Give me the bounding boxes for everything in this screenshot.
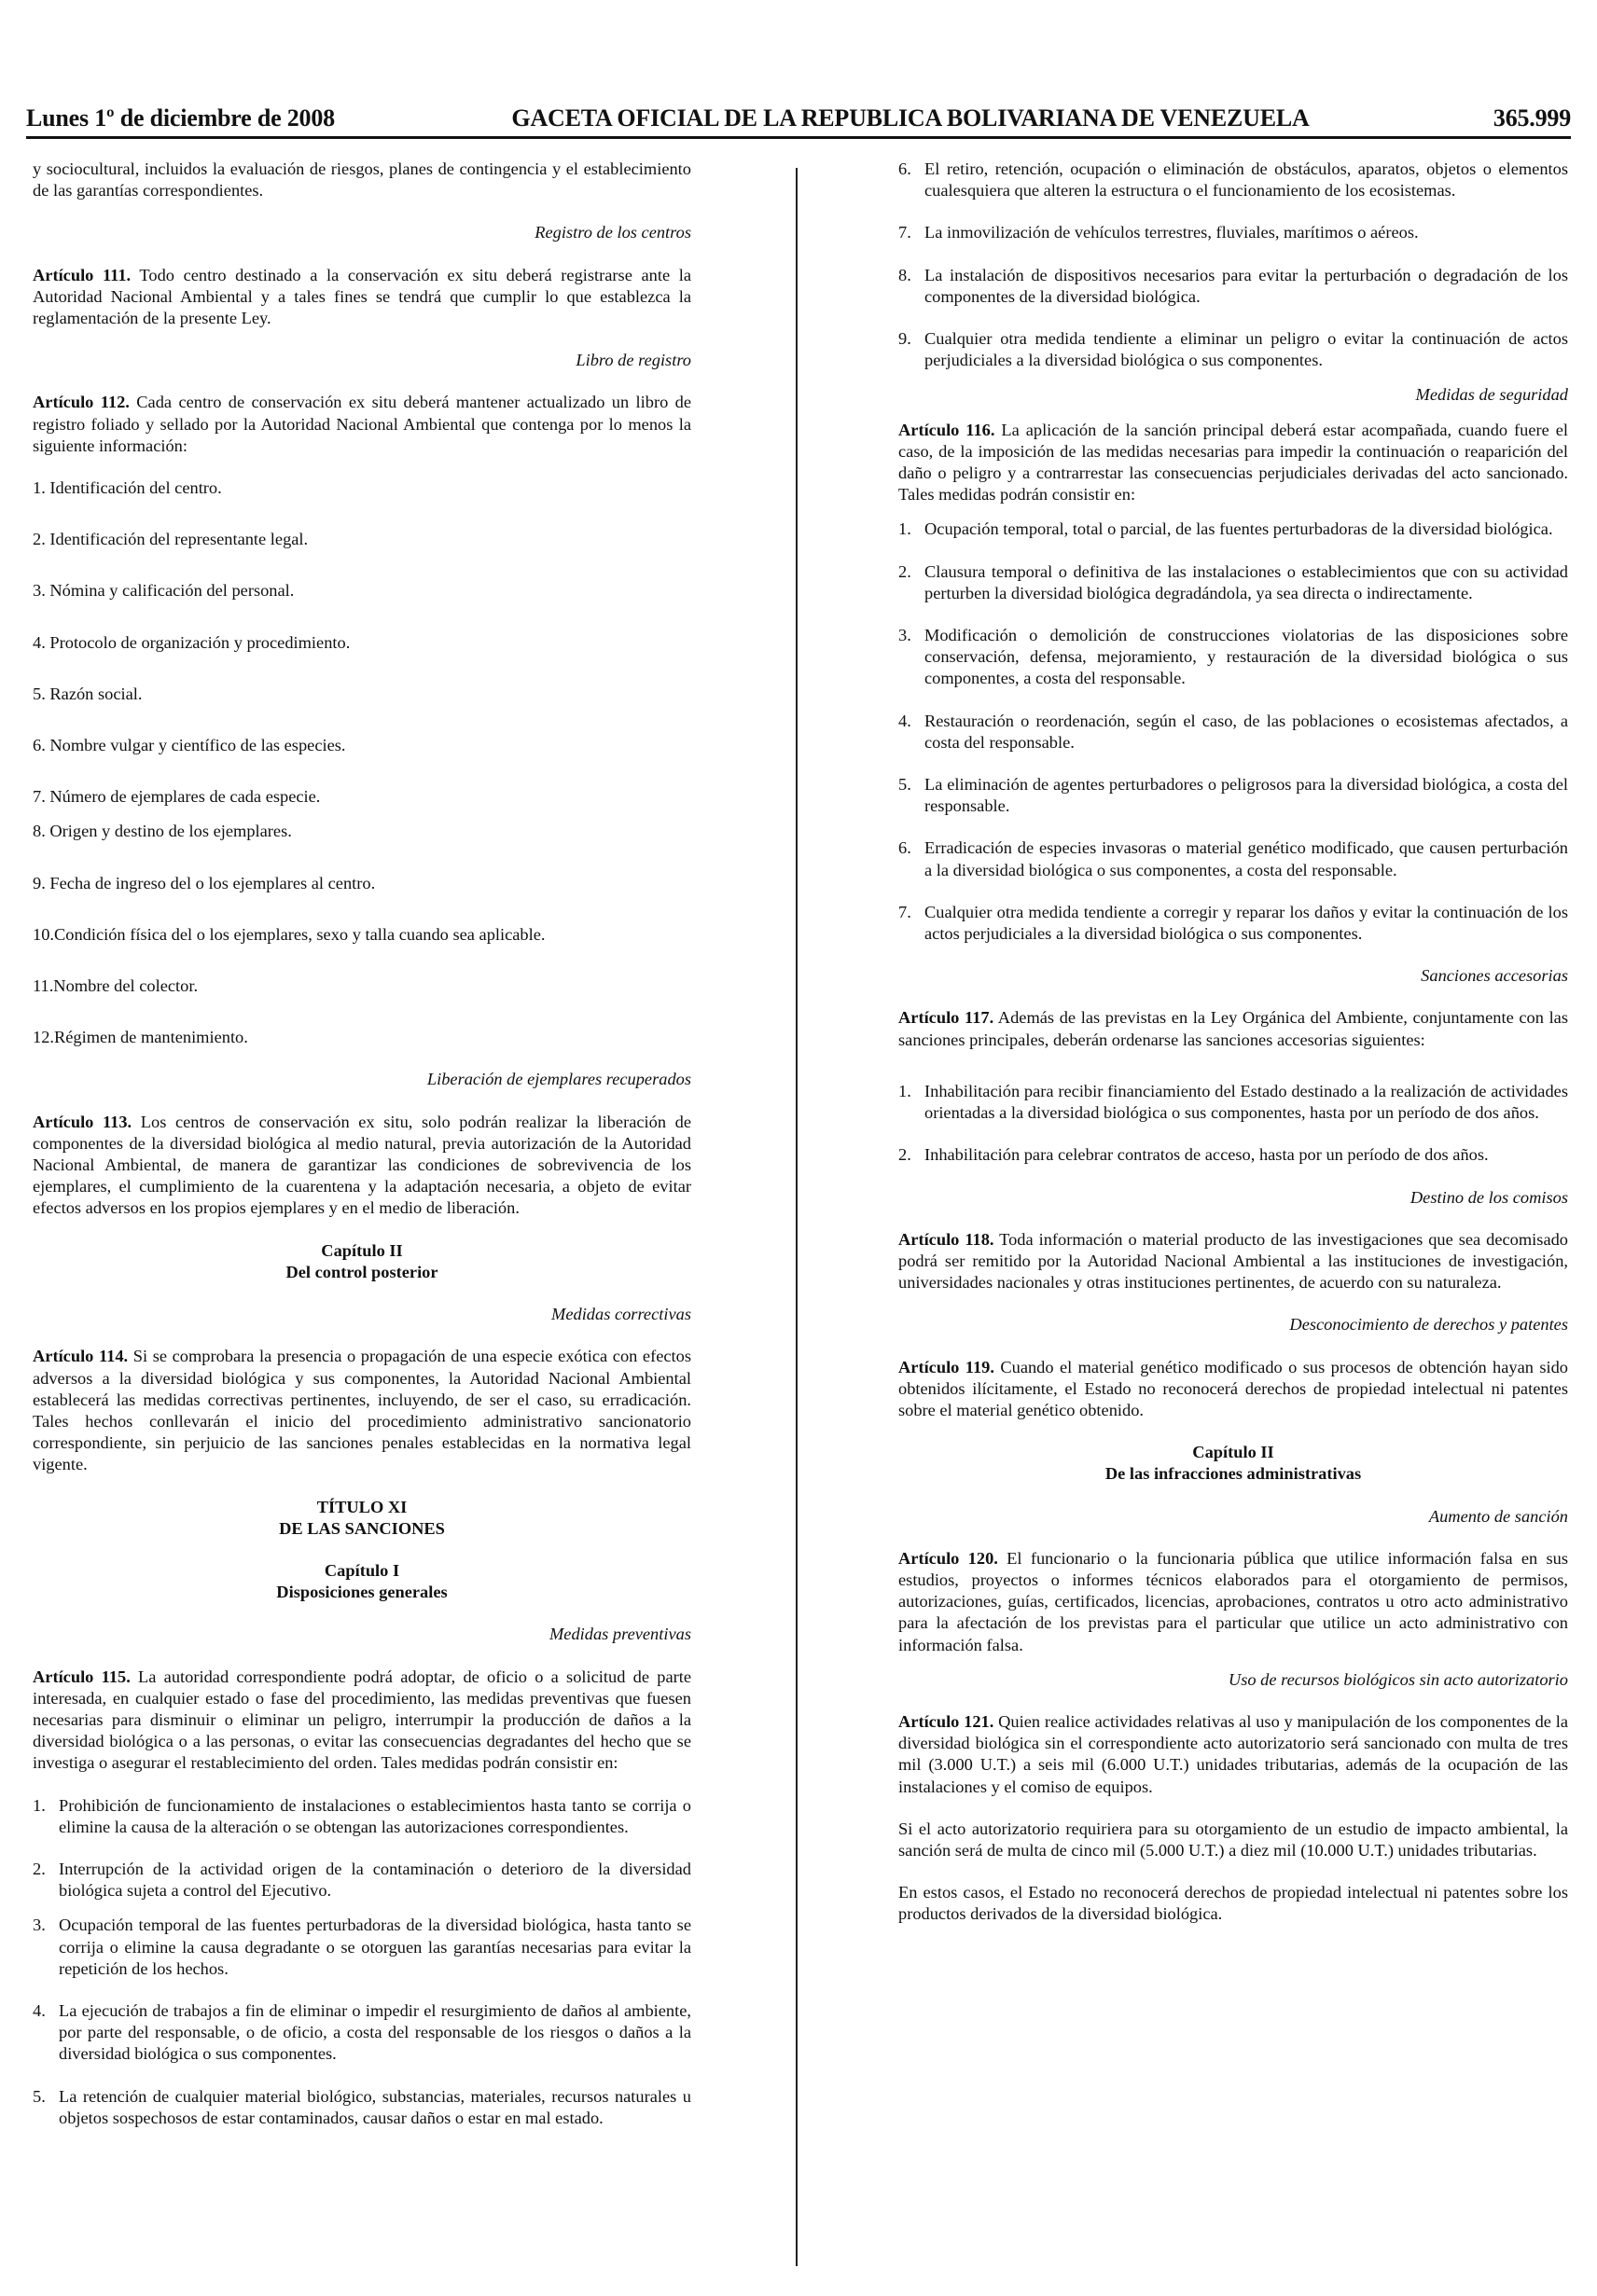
- list-item: 5. La eliminación de agentes perturbadores o peligrosos para la diversidad biológica, a costa del responsable.: [898, 775, 1568, 816]
- article-121-text: Quien realice actividades relativas al uso y manipulación de los componentes de la diversidad biológica sin el correspondiente acto autorizatorio será sancionado con multa de tres mil (3.000 U.T.) a seis mil (6.000 U.T.) unidades tributarias, además de la ocupación de las instalaciones y el comiso de equipos.: [898, 1711, 1569, 1796]
- article-112-text: Cada centro de conservación ex situ deberá mantener actualizado un libro de registro foliado y sellado por la Autoridad Nacional Ambiental que contenga por lo menos la siguiente información:: [33, 393, 692, 455]
- article-117: [898, 1007, 1568, 1050]
- article-111-title: Artículo 111.: [33, 265, 132, 284]
- article-119-text: Cuando el material genético modificado o sus procesos de obtención hayan sido obtenidos ilícitamente, el Estado no reconocerá derechos de propiedad intelectual ni patentes sobre el material genético obtenido.: [898, 1357, 1569, 1419]
- article-116-text: La aplicación de la sanción principal deberá estar acompañada, cuando fuere el caso, de la imposición de las medidas necesarias para impedir la continuación o reaparición del daño o peligro y a contrarrestar las consecuencias perjudiciales derivadas del acto sancionado. Tales medidas podrán consistir en:: [898, 420, 1569, 505]
- article-116: [898, 420, 1568, 506]
- article-111-text: Todo centro destinado a la conservación ex situ deberá registrarse ante la Autoridad Nacional Ambiental y a tales fines se tendrá que cumplir lo que establezca la reglamentación de la presente Ley.: [33, 265, 691, 328]
- article-118-title: Artículo 118.: [898, 1229, 994, 1249]
- article-117-list: [898, 1081, 1568, 1167]
- subheading-uso: Uso de recursos biológicos sin acto autorizatorio: [1228, 1669, 1568, 1689]
- article-115-list: [33, 1795, 691, 2129]
- subheading-correctivas: Medidas correctivas: [551, 1305, 691, 1324]
- subheading-seguridad: Medidas de seguridad: [1415, 385, 1568, 405]
- chapter-ii-title: Capítulo II: [321, 1240, 403, 1260]
- list-item: 1. Inhabilitación para recibir financiamiento del Estado destinado a la realización de actividades orientadas a la diversidad biológica o sus componentes, hasta por un período de dos años.: [898, 1081, 1568, 1123]
- list-item: 7. Número de ejemplares de cada especie.: [33, 787, 321, 807]
- subheading-liberacion: Liberación de ejemplares recuperados: [426, 1070, 691, 1089]
- chapter-ii-subtitle: Del control posterior: [285, 1262, 438, 1281]
- article-115-text: La autoridad correspondiente podrá adoptar, de oficio o a solicitud de parte interesada, en cualquier estado o fase del procedimiento, las medidas preventivas que fuesen necesarias para disminuir o eliminar un peligro, interrumpir la producción de daños a la diversidad biológica o a las personas, o evitar las consecuencias degradantes del hecho que se investiga o asegurar el restablecimiento del orden. Tales medidas podrán consistir en:: [33, 1667, 691, 1773]
- chapter-ii-title: Capítulo II: [1192, 1443, 1274, 1462]
- article-121-paragraph-2: Si el acto autorizatorio requiriera para su otorgamiento de un estudio de impacto ambiental, la sanción será de multa de cinco mil (5.000 U.T.) a diez mil (10.000 U.T.) unidades tributarias.: [898, 1819, 1568, 1860]
- header-rule: [26, 136, 1571, 139]
- chapter-ii-subtitle: De las infracciones administrativas: [1104, 1464, 1362, 1484]
- list-item: 4. La ejecución de trabajos a fin de eliminar o impedir el resurgimiento de daños al ambiente, por parte del responsable, o de oficio, a costa del responsable de los riesgos o daños a la diversidad biológica o sus componentes.: [33, 2000, 691, 2064]
- article-119-title: Artículo 119.: [898, 1357, 994, 1376]
- article-112: [33, 392, 691, 457]
- article-114: [33, 1346, 691, 1475]
- list-item: 7. Cualquier otra medida tendiente a corregir y reparar los daños y evitar la continuación de los actos perjudiciales a la diversidad biológica o sus componentes.: [898, 902, 1568, 944]
- list-item: 9. Cualquier otra medida tendiente a eliminar un peligro o evitar la continuación de actos perjudiciales a la diversidad biológica o sus componentes.: [898, 329, 1568, 370]
- subheading-desconocimiento: Desconocimiento de derechos y patentes: [1289, 1315, 1568, 1335]
- list-item: 5. La retención de cualquier material biológico, substancias, materiales, recursos naturales u objetos sospechosos de estar contaminados, causar daños o estar en mal estado.: [33, 2086, 691, 2127]
- article-114-text: Si se comprobara la presencia o propagación de una especie exótica con efectos adversos a la diversidad biológica y sus componentes, la Autoridad Nacional Ambiental establecerá las medidas correctivas pertinentes, incluyendo, de ser el caso, su erradicación. Tales hechos conllevarán el inicio del procedimiento administrativo sancionatorio correspondiente, sin perjuicio de las sanciones penales establecidas en la normativa legal vigente.: [33, 1347, 692, 1474]
- list-item: 3. Nómina y calificación del personal.: [33, 581, 295, 601]
- article-113-title: Artículo 113.: [33, 1112, 132, 1131]
- list-item: 4. Protocolo de organización y procedimiento.: [33, 632, 351, 652]
- title-xi: TÍTULO XI: [316, 1497, 408, 1516]
- title-xi-subtitle: DE LAS SANCIONES: [279, 1518, 445, 1538]
- article-112-list: [33, 477, 691, 1048]
- list-item: 8. La instalación de dispositivos necesarios para evitar la perturbación o degradación de los componentes de la diversidad biológica.: [898, 265, 1568, 306]
- article-120: [898, 1548, 1568, 1656]
- list-item: 2. Interrupción de la actividad origen de la contaminación o deterioro de la diversidad biológica sujeta a control del Ejecutivo.: [33, 1859, 691, 1901]
- chapter-i-subtitle: Disposiciones generales: [276, 1583, 448, 1602]
- list-item: 2. Identificación del representante legal.: [33, 530, 309, 549]
- article-115: [33, 1667, 691, 1775]
- list-item: 8. Origen y destino de los ejemplares.: [33, 822, 292, 841]
- list-item: 11.Nombre del colector.: [33, 976, 199, 996]
- list-item: 5. Razón social.: [33, 684, 143, 703]
- article-117-title: Artículo 117.: [898, 1008, 994, 1028]
- article-121-title: Artículo 121.: [898, 1711, 994, 1731]
- article-113: [33, 1112, 691, 1220]
- gazette-title: GACETA OFICIAL DE LA REPUBLICA BOLIVARIANA DE VENEZUELA: [511, 104, 1310, 131]
- header-date: Lunes 1º de diciembre de 2008: [26, 104, 335, 131]
- list-item: 2. Clausura temporal o definitiva de las instalaciones o establecimientos que con su actividad perturben la diversidad biológica degradándola, ya sea directa o indirectamente.: [898, 561, 1568, 602]
- list-item: 1. Ocupación temporal, total o parcial, de las fuentes perturbadoras de la diversidad biológica.: [898, 519, 1553, 539]
- article-111: [33, 265, 691, 330]
- article-114-title: Artículo 114.: [33, 1347, 129, 1366]
- article-120-text: El funcionario o la funcionaria pública que utilice información falsa en sus estudios, proyectos o informes técnicos elaborados para el otorgamiento de permisos, autorizaciones, guías, certificados, licencias, aprobaciones, contratos u otro acto administrativo para la afectación de los previstas para el particular que utilice un acto administrativo con información falsa.: [898, 1548, 1569, 1654]
- list-item: 3. Ocupación temporal de las fuentes perturbadoras de la diversidad biológica, hasta tanto se corrija o elimine la causa degradante o se otorguen las garantías necesarias para evitar la repetición de los hechos.: [33, 1916, 691, 1978]
- column-divider: [796, 168, 798, 2266]
- chapter-i-title: Capítulo I: [324, 1560, 400, 1580]
- article-118: [898, 1229, 1568, 1294]
- article-121: [898, 1711, 1568, 1798]
- subheading-aumento: Aumento de sanción: [1428, 1506, 1568, 1526]
- list-item: 4. Restauración o reordenación, según el caso, de las poblaciones o ecosistemas afectados, a costa del responsable.: [898, 711, 1568, 752]
- article-121-paragraph-3: En estos casos, el Estado no reconocerá derechos de propiedad intelectual ni patentes sobre los productos derivados de la diversidad biológica.: [898, 1883, 1568, 1924]
- list-item: 12.Régimen de mantenimiento.: [33, 1028, 248, 1047]
- article-119: [898, 1357, 1568, 1422]
- right-column: [898, 159, 1568, 1926]
- subheading-accesorias: Sanciones accesorias: [1421, 966, 1568, 986]
- article-120-title: Artículo 120.: [898, 1548, 998, 1568]
- article-117-text: Además de las previstas en la Ley Orgánica del Ambiente, conjuntamente con las sanciones principales, deberán ordenarse las sanciones accesorias siguientes:: [898, 1008, 1568, 1049]
- subheading-registro: Registro de los centros: [535, 223, 691, 242]
- page-number: 365.999: [1493, 104, 1571, 131]
- list-item: 9. Fecha de ingreso del o los ejemplares al centro.: [33, 873, 376, 892]
- subheading-libro: Libro de registro: [576, 351, 691, 370]
- list-item: 6. Nombre vulgar y científico de las especies.: [33, 736, 346, 755]
- list-item: 6. El retiro, retención, ocupación o eliminación de obstáculos, aparatos, objetos o elementos cualesquiera que alteren la estructura o el funcionamiento de los ecosistemas.: [898, 159, 1568, 201]
- article-116-title: Artículo 116.: [898, 420, 995, 439]
- subheading-comisos: Destino de los comisos: [1410, 1187, 1568, 1207]
- subheading-preventivas: Medidas preventivas: [549, 1625, 691, 1644]
- intro-paragraph: y sociocultural, incluidos la evaluación de riesgos, planes de contingencia y el establecimiento de las garantías correspondientes.: [33, 159, 691, 201]
- article-115-list-continued: [898, 159, 1568, 371]
- list-item: 1. Identificación del centro.: [33, 478, 222, 498]
- article-115-title: Artículo 115.: [33, 1667, 131, 1686]
- list-item: 6. Erradicación de especies invasoras o material genético modificado, que causen perturbación a la diversidad biológica o sus componentes, a costa del responsable.: [898, 838, 1568, 879]
- left-column: [33, 159, 691, 2129]
- article-116-list: [898, 519, 1568, 945]
- list-item: 2. Inhabilitación para celebrar contratos de acceso, hasta por un período de dos años.: [898, 1145, 1489, 1165]
- page-header: [26, 95, 1571, 132]
- article-112-title: Artículo 112.: [33, 393, 130, 412]
- list-item: 1. Prohibición de funcionamiento de instalaciones o establecimientos hasta tanto se corrija o elimine la causa de la alteración o se obtengan las autorizaciones correspondientes.: [33, 1795, 691, 1836]
- article-118-text: Toda información o material producto de las investigaciones que sea decomisado podrá ser remitido por la Autoridad Nacional Ambiental a las instituciones de investigación, universidades nacionales y otras instituciones pertinentes, de acuerdo con su naturaleza.: [898, 1229, 1569, 1293]
- list-item: 7. La inmovilización de vehículos terrestres, fluviales, marítimos o aéreos.: [898, 223, 1419, 242]
- list-item: 3. Modificación o demolición de construcciones violatorias de las disposiciones sobre conservación, defensa, mejoramiento, y restauración de la diversidad biológica o sus componentes, a costa del responsable.: [898, 626, 1568, 688]
- list-item: 10.Condición física del o los ejemplares, sexo y talla cuando sea aplicable.: [33, 924, 546, 944]
- article-113-text: Los centros de conservación ex situ, solo podrán realizar la liberación de componentes de la diversidad biológica al medio natural, previa autorización de la Autoridad Nacional Ambiental, de manera de garantizar las condiciones de sobrevivencia de los ejemplares, el cumplimiento de la cuarentena y la adaptación necesaria, a objeto de evitar efectos adversos en los propios ejemplares y en el medio de liberación.: [33, 1112, 691, 1218]
